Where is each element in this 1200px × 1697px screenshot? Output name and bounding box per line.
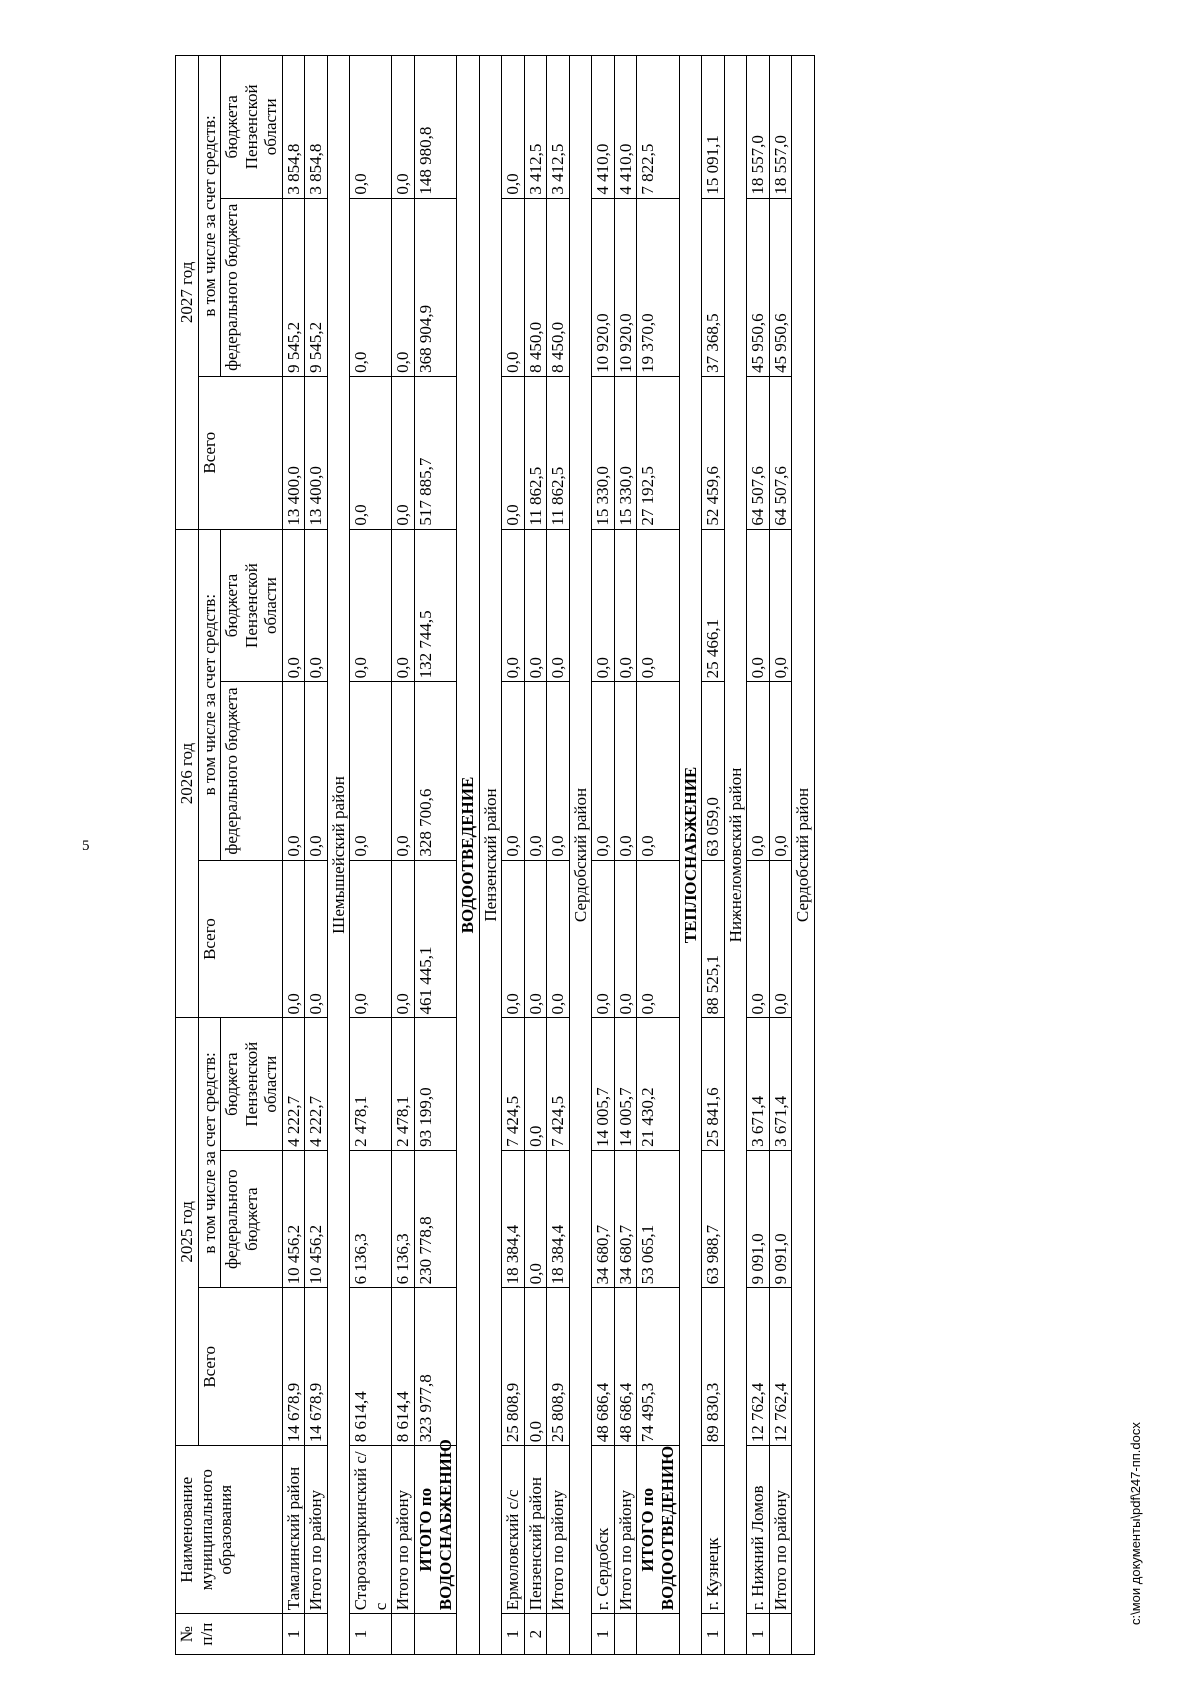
value-cell: 0,0: [547, 529, 570, 682]
value-cell: 18 557,0: [769, 56, 792, 199]
row-number: 1: [502, 1614, 525, 1655]
value-cell: 25 808,9: [502, 1288, 525, 1446]
value-cell: 0,0: [524, 860, 547, 1018]
value-cell: 0,0: [637, 682, 679, 860]
district-title: Пензенский район: [479, 56, 502, 1655]
value-cell: 0,0: [524, 1288, 547, 1446]
table-row: [769, 56, 792, 1655]
value-cell: 0,0: [747, 860, 770, 1018]
table-row: [502, 56, 525, 1655]
value-cell: 37 368,5: [702, 198, 725, 376]
header-year-2025: 2025 год: [176, 1018, 199, 1446]
table-header: [176, 56, 283, 1655]
row-number: [305, 1614, 328, 1655]
table-row: [282, 56, 305, 1655]
table-row: [592, 56, 615, 1655]
value-cell: 34 680,7: [592, 1150, 615, 1287]
value-cell: 8 614,4: [392, 1288, 415, 1446]
value-cell: 63 988,7: [702, 1150, 725, 1287]
municipality-name: ИТОГО по ВОДОСНАБЖЕНИЮ: [415, 1446, 457, 1614]
value-cell: 0,0: [614, 860, 637, 1018]
section-title: ВОДООТВЕДЕНИЕ: [457, 56, 480, 1655]
municipality-name: г. Кузнецк: [702, 1446, 725, 1614]
value-cell: 3 854,8: [305, 56, 328, 199]
row-number: [614, 1614, 637, 1655]
value-cell: 0,0: [350, 682, 392, 860]
municipality-name: Итого по району: [769, 1446, 792, 1614]
value-cell: 0,0: [350, 198, 392, 376]
value-cell: 0,0: [592, 860, 615, 1018]
value-cell: 0,0: [392, 682, 415, 860]
value-cell: 0,0: [502, 529, 525, 682]
header-total-2027: Всего: [198, 376, 282, 529]
value-cell: 0,0: [350, 529, 392, 682]
row-number: [769, 1614, 792, 1655]
value-cell: 21 430,2: [637, 1018, 679, 1150]
value-cell: 0,0: [592, 529, 615, 682]
header-federal-2026: федерального бюджета: [221, 682, 283, 860]
value-cell: 0,0: [502, 198, 525, 376]
header-regional-2027: бюджета Пензенской области: [221, 56, 283, 199]
value-cell: 13 400,0: [282, 376, 305, 529]
municipality-name: Итого по району: [547, 1446, 570, 1614]
municipality-name: Ермоловский с/с: [502, 1446, 525, 1614]
value-cell: 0,0: [305, 682, 328, 860]
value-cell: 93 199,0: [415, 1018, 457, 1150]
row-number: 1: [747, 1614, 770, 1655]
table-row: [747, 56, 770, 1655]
value-cell: 0,0: [524, 1018, 547, 1150]
value-cell: 0,0: [769, 682, 792, 860]
header-regional-2026: бюджета Пензенской области: [221, 529, 283, 682]
table-row: [305, 56, 328, 1655]
district-row: [569, 56, 592, 1655]
value-cell: 27 192,5: [637, 376, 679, 529]
municipality-name: Тамалинский район: [282, 1446, 305, 1614]
value-cell: 0,0: [614, 529, 637, 682]
value-cell: 3 854,8: [282, 56, 305, 199]
value-cell: 9 091,0: [747, 1150, 770, 1287]
value-cell: 10 456,2: [282, 1150, 305, 1287]
value-cell: 0,0: [524, 529, 547, 682]
value-cell: 461 445,1: [415, 860, 457, 1018]
value-cell: 0,0: [547, 860, 570, 1018]
value-cell: 0,0: [350, 56, 392, 199]
municipality-name: Итого по району: [305, 1446, 328, 1614]
value-cell: 12 762,4: [747, 1288, 770, 1446]
row-number: 2: [524, 1614, 547, 1655]
value-cell: 48 686,4: [614, 1288, 637, 1446]
value-cell: 0,0: [637, 529, 679, 682]
value-cell: 3 412,5: [524, 56, 547, 199]
value-cell: 132 744,5: [415, 529, 457, 682]
total-row: [637, 56, 679, 1655]
section-title: ТЕПЛОСНАБЖЕНИЕ: [679, 56, 702, 1655]
value-cell: 0,0: [305, 860, 328, 1018]
value-cell: 8 450,0: [524, 198, 547, 376]
row-number: 1: [282, 1614, 305, 1655]
value-cell: 18 384,4: [502, 1150, 525, 1287]
value-cell: 6 136,3: [392, 1150, 415, 1287]
value-cell: 4 410,0: [592, 56, 615, 199]
table-row: [702, 56, 725, 1655]
value-cell: 18 384,4: [547, 1150, 570, 1287]
value-cell: 0,0: [392, 529, 415, 682]
value-cell: 0,0: [747, 682, 770, 860]
value-cell: 0,0: [392, 56, 415, 199]
value-cell: 45 950,6: [769, 198, 792, 376]
value-cell: 7 424,5: [547, 1018, 570, 1150]
value-cell: 3 671,4: [769, 1018, 792, 1150]
value-cell: 18 557,0: [747, 56, 770, 199]
table-row: [547, 56, 570, 1655]
district-row: [792, 56, 815, 1655]
value-cell: 328 700,6: [415, 682, 457, 860]
value-cell: 25 466,1: [702, 529, 725, 682]
row-number: 1: [702, 1614, 725, 1655]
value-cell: 3 412,5: [547, 56, 570, 199]
value-cell: 0,0: [547, 682, 570, 860]
district-row: [327, 56, 350, 1655]
value-cell: 323 977,8: [415, 1288, 457, 1446]
value-cell: 3 671,4: [747, 1018, 770, 1150]
value-cell: 11 862,5: [524, 376, 547, 529]
district-title: Шемышейский район: [327, 56, 350, 1655]
value-cell: 89 830,3: [702, 1288, 725, 1446]
value-cell: 10 920,0: [592, 198, 615, 376]
table-row: [392, 56, 415, 1655]
row-number: [392, 1614, 415, 1655]
value-cell: 0,0: [350, 860, 392, 1018]
value-cell: 0,0: [392, 376, 415, 529]
value-cell: 64 507,6: [769, 376, 792, 529]
value-cell: 12 762,4: [769, 1288, 792, 1446]
value-cell: 0,0: [502, 682, 525, 860]
value-cell: 0,0: [637, 860, 679, 1018]
value-cell: 0,0: [614, 682, 637, 860]
value-cell: 9 545,2: [282, 198, 305, 376]
row-number: 1: [592, 1614, 615, 1655]
table-row: [614, 56, 637, 1655]
value-cell: 0,0: [524, 682, 547, 860]
header-year-2027: 2027 год: [176, 56, 199, 530]
value-cell: 2 478,1: [350, 1018, 392, 1150]
value-cell: 0,0: [282, 682, 305, 860]
header-federal-2027: федерального бюджета: [221, 198, 283, 376]
municipality-name: Итого по району: [392, 1446, 415, 1614]
value-cell: 148 980,8: [415, 56, 457, 199]
value-cell: 53 065,1: [637, 1150, 679, 1287]
value-cell: 0,0: [502, 376, 525, 529]
total-row: [415, 56, 457, 1655]
value-cell: 4 410,0: [614, 56, 637, 199]
header-incl-2027: в том числе за счет средств:: [198, 56, 221, 377]
value-cell: 7 424,5: [502, 1018, 525, 1150]
table-row: [350, 56, 392, 1655]
value-cell: 64 507,6: [747, 376, 770, 529]
table-row: [524, 56, 547, 1655]
value-cell: 63 059,0: [702, 682, 725, 860]
value-cell: 6 136,3: [350, 1150, 392, 1287]
header-total-2026: Всего: [198, 860, 282, 1018]
table-body: [282, 56, 814, 1655]
municipality-name: Старозахаркинский с/с: [350, 1446, 392, 1614]
value-cell: 0,0: [305, 529, 328, 682]
value-cell: 10 920,0: [614, 198, 637, 376]
district-row: [724, 56, 747, 1655]
value-cell: 8 614,4: [350, 1288, 392, 1446]
district-title: Нижнеломовский район: [724, 56, 747, 1655]
section-row: [679, 56, 702, 1655]
header-federal-2025: федерального бюджета: [221, 1150, 283, 1287]
value-cell: 14 678,9: [305, 1288, 328, 1446]
value-cell: 10 456,2: [305, 1150, 328, 1287]
value-cell: 0,0: [769, 529, 792, 682]
value-cell: 0,0: [747, 529, 770, 682]
value-cell: 2 478,1: [392, 1018, 415, 1150]
header-year-2026: 2026 год: [176, 529, 199, 1018]
value-cell: 0,0: [769, 860, 792, 1018]
row-number: [637, 1614, 679, 1655]
value-cell: 52 459,6: [702, 376, 725, 529]
district-row: [479, 56, 502, 1655]
district-title: Сердобский район: [792, 56, 815, 1655]
municipality-name: Пензенский район: [524, 1446, 547, 1614]
value-cell: 4 222,7: [305, 1018, 328, 1150]
value-cell: 14 678,9: [282, 1288, 305, 1446]
value-cell: 15 330,0: [592, 376, 615, 529]
value-cell: 48 686,4: [592, 1288, 615, 1446]
value-cell: 0,0: [282, 860, 305, 1018]
value-cell: 15 330,0: [614, 376, 637, 529]
header-regional-2025: бюджета Пензенской области: [221, 1018, 283, 1150]
row-number: 1: [350, 1614, 392, 1655]
value-cell: 25 841,6: [702, 1018, 725, 1150]
value-cell: 9 545,2: [305, 198, 328, 376]
value-cell: 0,0: [592, 682, 615, 860]
value-cell: 88 525,1: [702, 860, 725, 1018]
district-title: Сердобский район: [569, 56, 592, 1655]
value-cell: 230 778,8: [415, 1150, 457, 1287]
value-cell: 4 222,7: [282, 1018, 305, 1150]
value-cell: 34 680,7: [614, 1150, 637, 1287]
value-cell: 517 885,7: [415, 376, 457, 529]
value-cell: 25 808,9: [547, 1288, 570, 1446]
value-cell: 0,0: [524, 1150, 547, 1287]
municipality-name: ИТОГО по ВОДООТВЕДЕНИЮ: [637, 1446, 679, 1614]
value-cell: 14 005,7: [592, 1018, 615, 1150]
value-cell: 13 400,0: [305, 376, 328, 529]
value-cell: 45 950,6: [747, 198, 770, 376]
budget-table: [175, 55, 815, 1655]
footer-file-path: c:\мои документы\pdf\247-пп.docx: [1128, 1422, 1143, 1625]
municipality-name: г. Сердобск: [592, 1446, 615, 1614]
value-cell: 11 862,5: [547, 376, 570, 529]
value-cell: 0,0: [282, 529, 305, 682]
budget-table-container: [175, 55, 1032, 1655]
municipality-name: Итого по району: [614, 1446, 637, 1614]
header-incl-2025: в том числе за счет средств:: [198, 1018, 221, 1288]
value-cell: 0,0: [502, 860, 525, 1018]
header-incl-2026: в том числе за счет средств:: [198, 529, 221, 860]
value-cell: 0,0: [392, 860, 415, 1018]
value-cell: 19 370,0: [637, 198, 679, 376]
municipality-name: г. Нижний Ломов: [747, 1446, 770, 1614]
value-cell: 15 091,1: [702, 56, 725, 199]
section-row: [457, 56, 480, 1655]
header-name: Наименование муниципального образования: [176, 1446, 283, 1614]
value-cell: 0,0: [502, 56, 525, 199]
value-cell: 14 005,7: [614, 1018, 637, 1150]
row-number: [547, 1614, 570, 1655]
row-number: [415, 1614, 457, 1655]
value-cell: 368 904,9: [415, 198, 457, 376]
value-cell: 74 495,3: [637, 1288, 679, 1446]
page-number: 5: [82, 838, 90, 854]
value-cell: 9 091,0: [769, 1150, 792, 1287]
value-cell: 0,0: [350, 376, 392, 529]
header-total-2025: Всего: [198, 1288, 282, 1446]
value-cell: 0,0: [392, 198, 415, 376]
header-no: № п/п: [176, 1614, 283, 1655]
value-cell: 8 450,0: [547, 198, 570, 376]
value-cell: 7 822,5: [637, 56, 679, 199]
